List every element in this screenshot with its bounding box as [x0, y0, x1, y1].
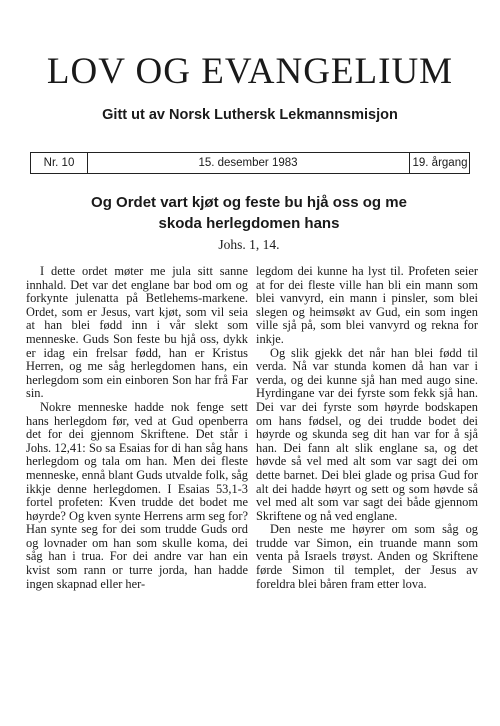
volume-year: 19. årgang — [409, 153, 470, 173]
paragraph-continued: legdom dei kunne ha lyst til. Profeten seier at for dei fleste ville han bli ein mann som blei vanvyrd, ein mann i pinsler, som blei slegen og heimsøkt av Gud, ein som ingen ville sjå på, som blei vanvyrd og rekna for inkje. — [256, 264, 478, 346]
article-headline — [30, 192, 468, 234]
article-column-right — [256, 265, 478, 591]
paragraph: Den neste me høyrer om som såg og trudde var Simon, ein truande mann som venta på Israels trøyst. Anden og Skriftene førde Simon til templet, der Jesus av foreldra blei båren fram etter lova. — [256, 522, 478, 591]
masthead-title: LOV OG EVANGELIUM — [46, 51, 454, 92]
issue-number: Nr. 10 — [31, 153, 88, 173]
scripture-reference: Johs. 1, 14. — [218, 237, 280, 252]
issue-date: 15. desember 1983 — [198, 157, 298, 169]
paragraph: Nokre menneske hadde nok fenge sett hans herlegdom før, ved at Gud openberra det for dei gjennom Skriftene. Det står i Johs. 12,41: So sa Esaias for di han såg hans herlegdom og tala om han. Men dei fleste menneske, ennå blant Guds utvalde folk, såg ikkje denne herlegdomen. I Esaias 53,1-3 fortel profeten: Kven trudde det bodet me høyrde? Og kven synte Herrens arm seg for? Han synte seg for dei som trudde Guds ord og lovnader om han som skulle koma, dei såg han i trua. For dei andre var han ein kvist som rann or turre jorda, han hadde ingen skapnad eller her- — [26, 399, 248, 591]
article-column-left — [26, 265, 248, 591]
masthead-subtitle: Gitt ut av Norsk Luthersk Lekmannsmisjon — [102, 107, 398, 123]
headline-line-2: skoda herlegdomen hans — [158, 215, 340, 232]
paragraph: I dette ordet møter me jula sitt sanne innhald. Det var det englane bar bod om og forkynte julenatta på Betlehems-markene. Ordet, som er Jesus, vart kjøt, som vil seia at han blei fødd inn i vår slekt som menneske. Guds Son feste bu hjå oss, dykk er idag ein frelsar fødd, han er Kristus Herren, og me såg herlegdomen hans, ein herlegdom som ein einboren Son har frå Far sin. — [26, 264, 248, 401]
issue-info-bar — [30, 152, 470, 174]
paragraph: Og slik gjekk det når han blei fødd til verda. Nå var stunda komen då han var i verda, og dei kunne sjå han med augo sine. Hyrdingane var dei fyrste som fekk sjå han. Dei var dei fyrste som høyrde bodskapen om hans fødsel, og dei trudde bodet dei høyrde og skunda seg dit han var for å sjå han. Dei fann alt slik englane sa, og det høvde så vel med alt som var sagt dei om dette barnet. Dei blei glade og prisa Gud for alt dei hadde høyrt og sett og som høvde så vel med alt som var sagt dei både gjennom Skriftene og nå ved englane. — [256, 345, 478, 523]
headline-line-1: Og Ordet vart kjøt og feste bu hjå oss og me — [91, 194, 407, 211]
